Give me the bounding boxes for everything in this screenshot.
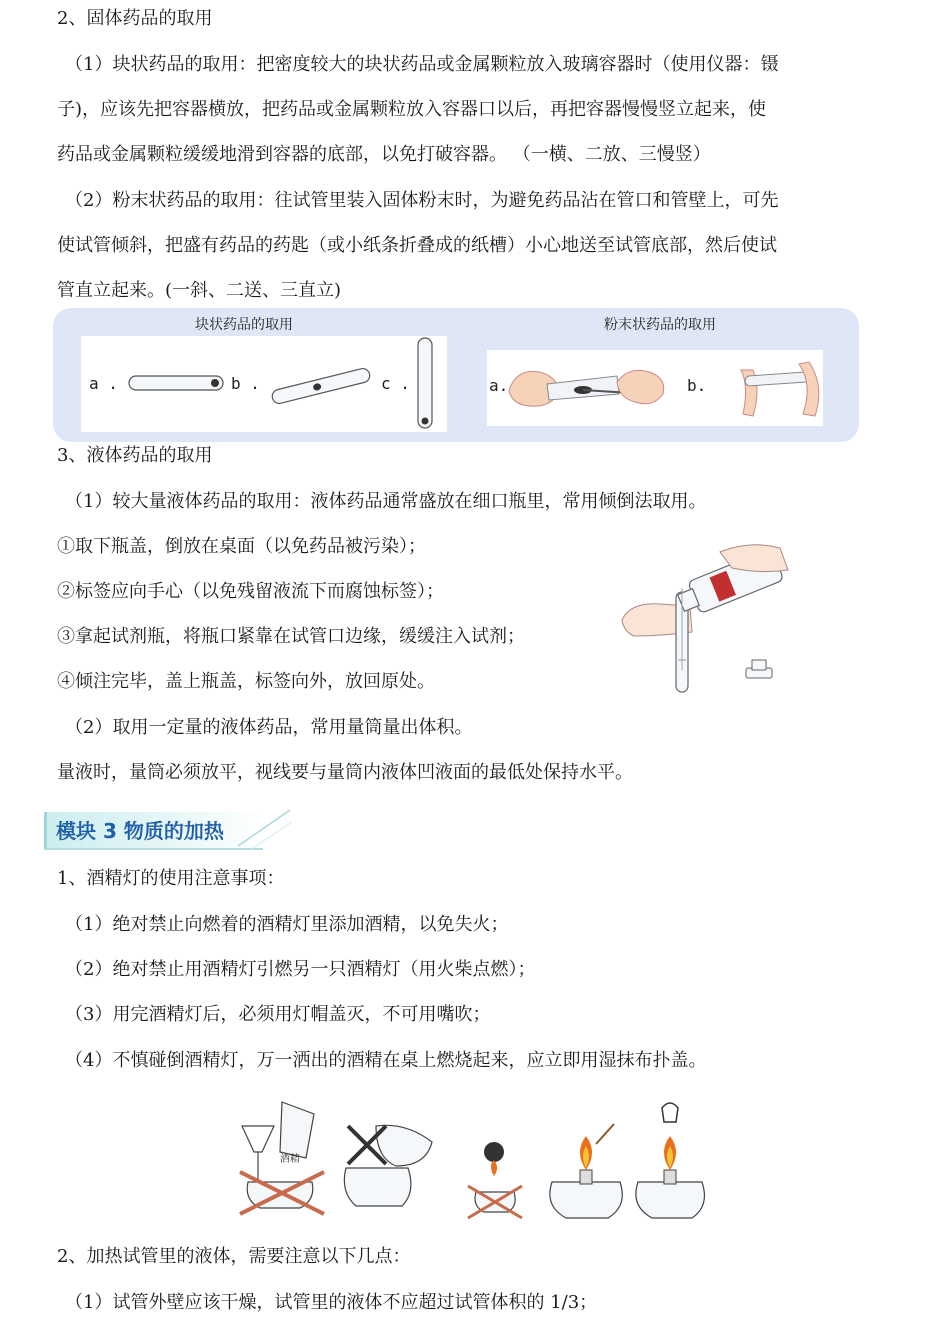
lamp-correct-match <box>550 1124 622 1218</box>
label-b: b . <box>231 374 260 393</box>
rule-item: （1）绝对禁止向燃着的酒精灯里添加酒精，以免失火； <box>65 914 509 935</box>
alcohol-label: 酒精 <box>280 1154 300 1165</box>
step-item: ④倾注完毕，盖上瓶盖，标签向外，放回原处。 <box>57 671 435 692</box>
label-a: a . <box>89 374 118 393</box>
module-banner <box>44 806 290 852</box>
module-title: 模块 3 物质的加热 <box>56 819 224 843</box>
lamp-forbidden-light <box>344 1125 432 1206</box>
lump-figure <box>81 336 447 432</box>
section-heading: 3、液体药品的取用 <box>57 445 213 466</box>
step-item: ①取下瓶盖，倒放在桌面（以免药品被污染）； <box>57 536 426 557</box>
figure-panel <box>53 308 859 442</box>
rule-item: （2）绝对禁止用酒精灯引燃另一只酒精灯（用火柴点燃）； <box>65 959 536 980</box>
banner-corner-decoration <box>234 806 294 852</box>
label-rb: b. <box>687 376 707 395</box>
rule-item: （3）用完酒精灯后，必须用灯帽盖灭，不可用嘴吹； <box>65 1004 491 1025</box>
label-ra: a. <box>489 376 509 395</box>
paragraph-line: 使试管倾斜，把盛有药品的药匙（或小纸条折叠成的纸槽）小心地送至试管底部，然后使试 <box>57 235 777 256</box>
paragraph-line: （1）较大量液体药品的取用：液体药品通常盛放在细口瓶里，常用倾倒法取用。 <box>65 491 707 512</box>
section-heading: 2、固体药品的取用 <box>57 8 213 29</box>
paragraph-line: 药品或金属颗粒缓缓地滑到容器的底部，以免打破容器。 （一横、二放、三慢竖） <box>57 144 711 165</box>
alcohol-lamp-illustrations <box>236 1096 696 1226</box>
lamp-correct-cap <box>636 1103 705 1218</box>
section-heading: 2、加热试管里的液体，需要注意以下几点： <box>57 1246 411 1267</box>
section-heading: 1、酒精灯的使用注意事项： <box>57 868 285 889</box>
paragraph-line: 量液时，量筒必须放平，视线要与量筒内液体凹液面的最低处保持水平。 <box>57 762 633 783</box>
paragraph-line: （2）取用一定量的液体药品，常用量筒量出体积。 <box>65 717 473 738</box>
paragraph-line: （1）块状药品的取用：把密度较大的块状药品或金属颗粒放入玻璃容器时（使用仪器：镊 <box>65 54 779 75</box>
rule-item: （4）不慎碰倒酒精灯，万一洒出的酒精在桌上燃烧起来，应立即用湿抹布扑盖。 <box>65 1050 707 1071</box>
paragraph-line: 子)，应该先把容器横放，把药品或金属颗粒放入容器口以后，再把容器慢慢竖立起来，使 <box>57 99 767 120</box>
pouring-illustration <box>620 540 790 700</box>
paragraph-line: 管直立起来。(一斜、二送、三直立) <box>57 280 342 301</box>
caption-lump: 块状药品的取用 <box>195 317 293 333</box>
test-tube-drawings <box>81 336 447 432</box>
step-item: ②标签应向手心（以免残留液流下而腐蚀标签）； <box>57 581 444 602</box>
powder-figure <box>487 350 823 426</box>
lamp-forbidden-blow <box>468 1142 522 1218</box>
step-item: ③拿起试剂瓶，将瓶口紧靠在试管口边缘，缓缓注入试剂； <box>57 626 525 647</box>
label-c: c . <box>381 374 410 393</box>
paragraph-line: （2）粉末状药品的取用：往试管里装入固体粉末时，为避免药品沾在管口和管壁上，可先 <box>65 190 779 211</box>
powder-drawings <box>487 350 823 426</box>
rule-item: （1）试管外壁应该干燥，试管里的液体不应超过试管体积的 1/3； <box>65 1292 598 1313</box>
caption-powder: 粉末状药品的取用 <box>604 317 716 333</box>
